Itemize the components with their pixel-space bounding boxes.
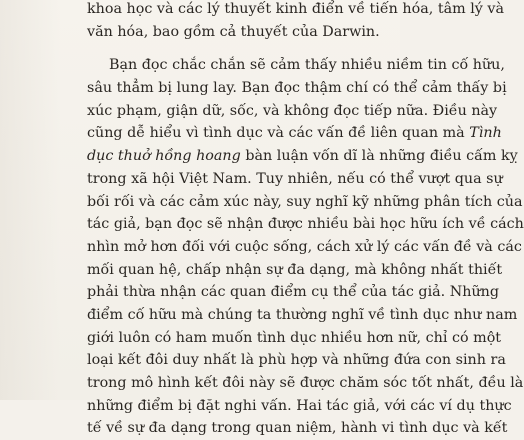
book-title-start: Tình — [469, 125, 502, 142]
text-line — [87, 122, 502, 145]
text-line — [87, 145, 518, 168]
text-line: loại kết đôi duy nhất là phù hợp và những đứa con sinh ra — [87, 352, 506, 369]
page-text — [87, 0, 524, 440]
text-line: trong mô hình kết đôi này sẽ được chăm sóc tốt nhất, đều là — [87, 375, 524, 391]
text-fragment: bàn luận vốn dĩ là những điều cấm kỵ — [240, 148, 518, 165]
text-line: trong xã hội Việt Nam. Tuy nhiên, nếu có thể vượt qua sự — [87, 170, 503, 187]
text-fragment: cũng dễ hiểu vì tình dục và các vấn đề liên quan mà — [87, 125, 470, 142]
text-line: xúc phạm, giận dữ, sốc, và không đọc tiếp nữa. Điều này — [87, 102, 498, 119]
text-line: sâu thẳm bị lung lay. Bạn đọc thậm chí có thể cảm thấy bị — [87, 80, 507, 97]
text-line: mối quan hệ, chấp nhận sự đa dạng, mà không nhất thiết — [87, 261, 503, 278]
text-line: nhìn mở hơn đối với cuộc sống, cách xử lý các vấn đề và các — [87, 238, 522, 255]
text-line: Bạn đọc chắc chắn sẽ cảm thấy nhiều niềm tin cố hữu, — [109, 57, 505, 74]
text-line: bối rối và các cảm xúc này, suy nghĩ kỹ những phân tích của — [87, 193, 523, 210]
page-margin-shadow — [0, 0, 60, 400]
text-line: khoa học và các lý thuyết kinh điển về tiến hóa, tâm lý và — [87, 1, 505, 17]
text-line: tác giả, bạn đọc sẽ nhận được nhiều bài học hữu ích về cách — [87, 216, 524, 233]
text-line: những điểm bị đặt nghi vấn. Hai tác giả, với các ví dụ thực — [87, 397, 512, 414]
text-line: tế về sự đa dạng trong quan niệm, hành vi tình dục và kết — [87, 420, 508, 437]
paragraph-gap — [87, 43, 397, 54]
text-line: văn hóa, bao gồm cả thuyết của Darwin. — [87, 23, 380, 40]
text-line: giới luôn có ham muốn tình dục nhiều hơn nữ, chỉ có một — [87, 329, 502, 346]
text-line: phải thừa nhận các quan điểm cụ thể của tác giả. Những — [87, 284, 500, 301]
book-title-end: dục thuở hồng hoang — [87, 148, 241, 165]
text-line: điểm cố hữu mà chúng ta thường nghĩ về tình dục như nam — [87, 306, 518, 323]
